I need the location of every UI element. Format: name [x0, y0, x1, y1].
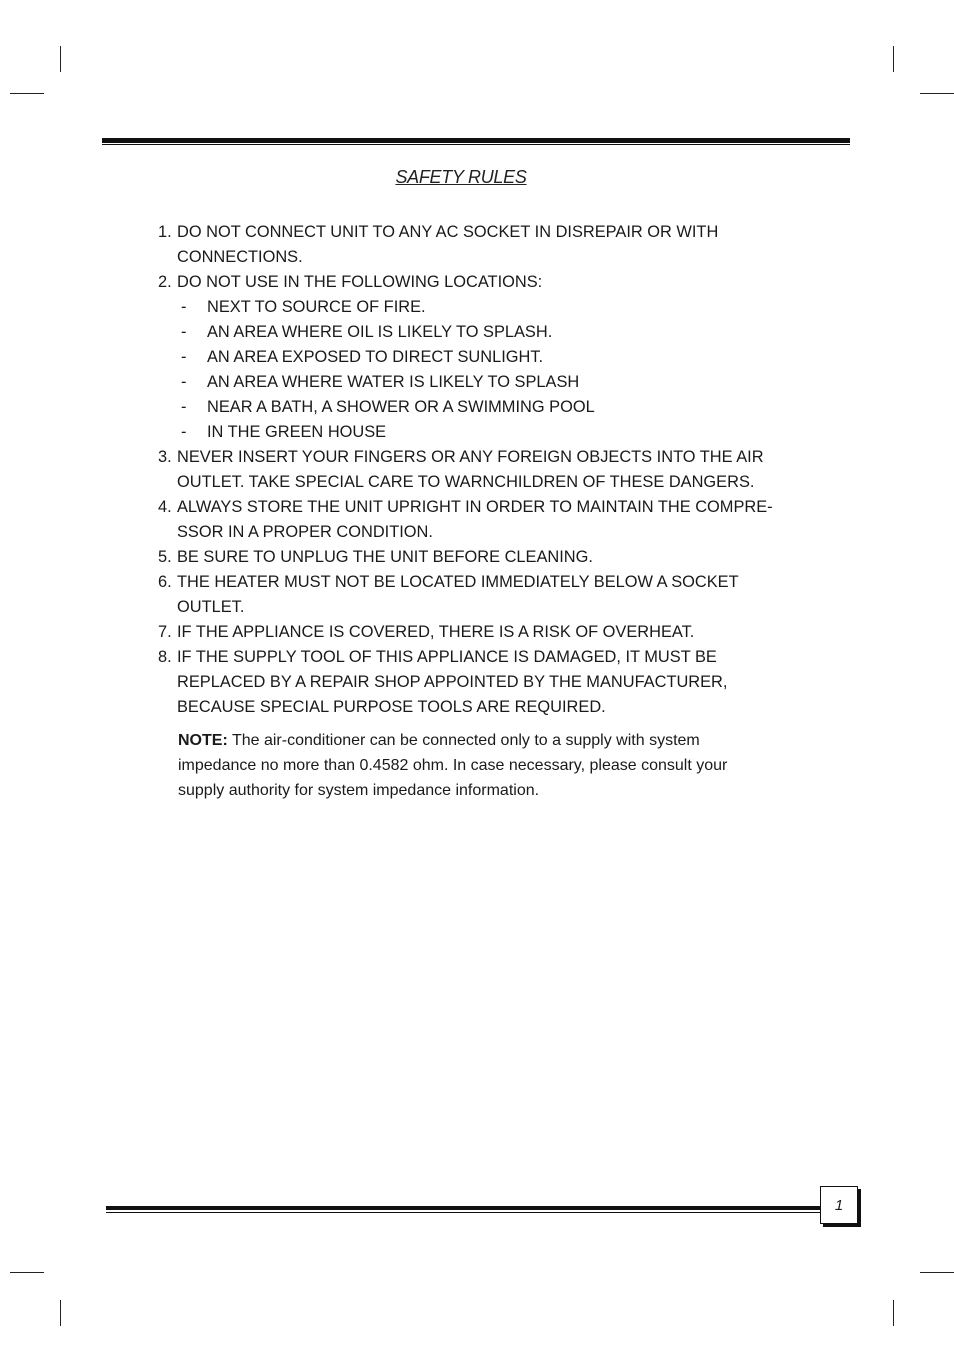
- rule-text: NEVER INSERT YOUR FINGERS OR ANY FOREIGN OBJECTS INTO THE AIR: [177, 448, 764, 466]
- crop-mark: [920, 93, 954, 94]
- rule-number: [158, 595, 177, 620]
- rule-item-line: [158, 220, 818, 245]
- rule-sub-item: [158, 295, 818, 320]
- rule-item-line: [158, 695, 818, 720]
- rule-sub-text: IN THE GREEN HOUSE: [207, 423, 387, 441]
- footer-rule: [106, 1206, 822, 1214]
- crop-mark: [10, 1272, 44, 1273]
- page-title: SAFETY RULES: [395, 167, 527, 187]
- crop-mark: [60, 46, 61, 72]
- rule-item-line: [158, 645, 818, 670]
- rule-text: SSOR IN A PROPER CONDITION.: [177, 523, 433, 541]
- page-number: [820, 1186, 858, 1224]
- rule-text: BECAUSE SPECIAL PURPOSE TOOLS ARE REQUIRED.: [177, 698, 606, 716]
- rule-item-line: [158, 545, 818, 570]
- rule-text: IF THE APPLIANCE IS COVERED, THERE IS A RISK OF OVERHEAT.: [177, 623, 695, 641]
- rule-sub-text: NEAR A BATH, A SHOWER OR A SWIMMING POOL: [207, 398, 595, 416]
- rule-text: THE HEATER MUST NOT BE LOCATED IMMEDIATELY BELOW A SOCKET: [177, 573, 739, 591]
- rule-item-line: [158, 270, 818, 295]
- note-line: supply authority for system impedance information.: [178, 782, 540, 799]
- rule-number: 2.: [158, 273, 172, 291]
- bullet-dash: -: [181, 423, 187, 441]
- note-line: The air-conditioner can be connected only to a supply with system: [227, 732, 700, 749]
- rule-number: 7.: [158, 623, 172, 641]
- rule-number: [158, 245, 177, 270]
- crop-mark: [60, 1300, 61, 1326]
- rule-item-line: [158, 245, 818, 270]
- rule-item-line: [158, 495, 818, 520]
- rule-text: OUTLET.: [177, 598, 245, 616]
- rule-text: BE SURE TO UNPLUG THE UNIT BEFORE CLEANING.: [177, 548, 593, 566]
- note-paragraph: [178, 728, 798, 803]
- rule-sub-item: [158, 420, 818, 445]
- rule-number: [158, 695, 177, 720]
- rule-number: 4.: [158, 498, 172, 516]
- rule-number: 3.: [158, 448, 172, 466]
- note-label: NOTE:: [178, 732, 228, 749]
- rule-text: IF THE SUPPLY TOOL OF THIS APPLIANCE IS DAMAGED, IT MUST BE: [177, 648, 717, 666]
- bullet-dash: -: [181, 298, 187, 316]
- rule-text: ALWAYS STORE THE UNIT UPRIGHT IN ORDER TO MAINTAIN THE COMPRE-: [177, 498, 773, 516]
- rule-number: [158, 670, 177, 695]
- bullet-dash: -: [181, 348, 187, 366]
- rule-item-line: [158, 520, 818, 545]
- rule-sub-item: [158, 370, 818, 395]
- rule-text: DO NOT CONNECT UNIT TO ANY AC SOCKET IN DISREPAIR OR WITH: [177, 223, 719, 241]
- rule-number: 8.: [158, 648, 172, 666]
- rule-item-line: [158, 620, 818, 645]
- header-rule: [102, 138, 850, 146]
- note-line: impedance no more than 0.4582 ohm. In case necessary, please consult your: [178, 757, 728, 774]
- rule-item-line: [158, 595, 818, 620]
- crop-mark: [920, 1272, 954, 1273]
- rule-item-line: [158, 470, 818, 495]
- page-number-text: 1: [834, 1196, 844, 1214]
- rule-sub-text: AN AREA WHERE OIL IS LIKELY TO SPLASH.: [207, 323, 553, 341]
- bullet-dash: -: [181, 398, 187, 416]
- rule-sub-item: [158, 345, 818, 370]
- safety-rules-list: [158, 220, 818, 720]
- rule-number: 5.: [158, 548, 172, 566]
- bullet-dash: -: [181, 373, 187, 391]
- rule-sub-text: AN AREA WHERE WATER IS LIKELY TO SPLASH: [207, 373, 580, 391]
- rule-text: DO NOT USE IN THE FOLLOWING LOCATIONS:: [177, 273, 543, 291]
- rule-item-line: [158, 670, 818, 695]
- crop-mark: [10, 93, 44, 94]
- rule-sub-text: AN AREA EXPOSED TO DIRECT SUNLIGHT.: [207, 348, 544, 366]
- rule-text: CONNECTIONS.: [177, 248, 303, 266]
- rule-text: OUTLET. TAKE SPECIAL CARE TO WARNCHILDREN OF THESE DANGERS.: [177, 473, 755, 491]
- rule-item-line: [158, 570, 818, 595]
- rule-number: [158, 470, 177, 495]
- crop-mark: [893, 1300, 894, 1326]
- rule-sub-item: [158, 320, 818, 345]
- rule-number: 1.: [158, 223, 172, 241]
- crop-mark: [893, 46, 894, 72]
- rule-sub-item: [158, 395, 818, 420]
- rule-number: [158, 520, 177, 545]
- rule-text: REPLACED BY A REPAIR SHOP APPOINTED BY THE MANUFACTURER,: [177, 673, 728, 691]
- bullet-dash: -: [181, 323, 187, 341]
- rule-item-line: [158, 445, 818, 470]
- rule-sub-text: NEXT TO SOURCE OF FIRE.: [207, 298, 426, 316]
- rule-number: 6.: [158, 573, 172, 591]
